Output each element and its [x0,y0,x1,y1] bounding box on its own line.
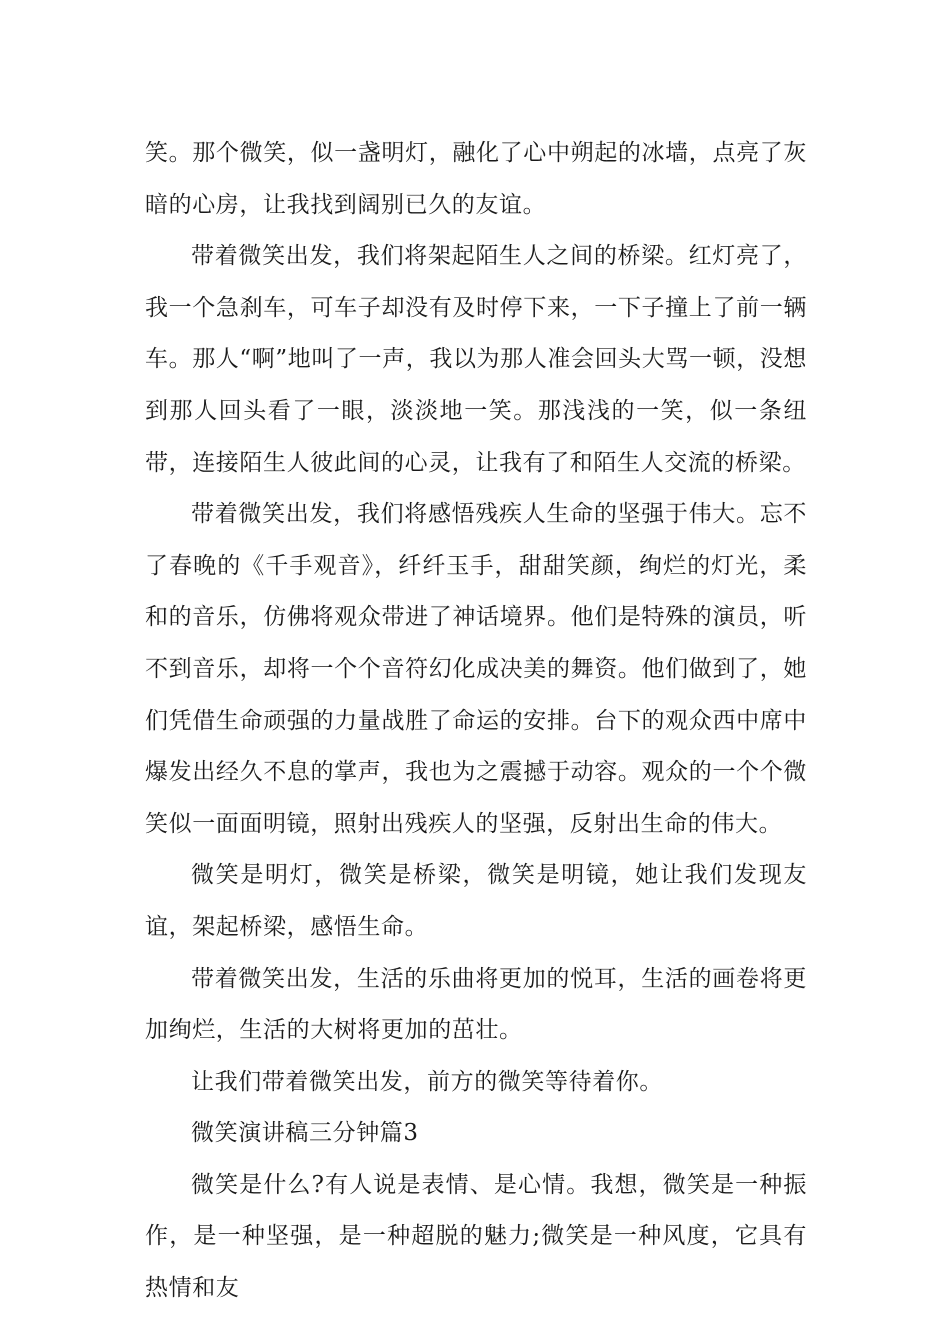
paragraph-4: 微笑是明灯，微笑是桥梁，微笑是明镜，她让我们发现友谊，架起桥梁，感悟生命。 [145,862,807,940]
paragraph-7: 微笑是什么?有人说是表情、是心情。我想，微笑是一种振作，是一种坚强，是一种超脱的魅力;微笑是一种风度，它具有热情和友 [145,1171,807,1302]
paragraph-3: 带着微笑出发，我们将感悟残疾人生命的坚强于伟大。忘不了春晚的《千手观音》，纤纤玉手，甜甜笑颜，绚烂的灯光，柔和的音乐，仿佛将观众带进了神话境界。他们是特殊的演员，听不到音乐，却将一个个音符幻化成决美的舞资。他们做到了，她们凭借生命顽强的力量战胜了命运的安排。台下的观众西中席中爆发出经久不息的掌声，我也为之震撼于动容。观众的一个个微笑似一面面明镜，照射出残疾人的坚强，反射出生命的伟大。 [145,501,807,837]
paragraph-1: 笑。那个微笑，似一盏明灯，融化了心中朔起的冰墙，点亮了灰暗的心房，让我找到阔别已久的友谊。 [145,140,807,218]
section-heading: 微笑演讲稿三分钟篇3 [191,1120,419,1147]
paragraph-6: 让我们带着微笑出发，前方的微笑等待着你。 [191,1068,663,1095]
paragraph-2: 带着微笑出发，我们将架起陌生人之间的桥梁。红灯亮了，我一个急刹车，可车子却没有及时停下来，一下子撞上了前一辆车。那人“啊”地叫了一声，我以为那人准会回头大骂一顿，没想到那人回头看了一眼，淡淡地一笑。那浅浅的一笑，似一条纽带，连接陌生人彼此间的心灵，让我有了和陌生人交流的桥梁。 [145,243,807,476]
document-body [145,128,807,1315]
paragraph-5: 带着微笑出发，生活的乐曲将更加的悦耳，生活的画卷将更加绚烂，生活的大树将更加的茁壮。 [145,965,807,1044]
